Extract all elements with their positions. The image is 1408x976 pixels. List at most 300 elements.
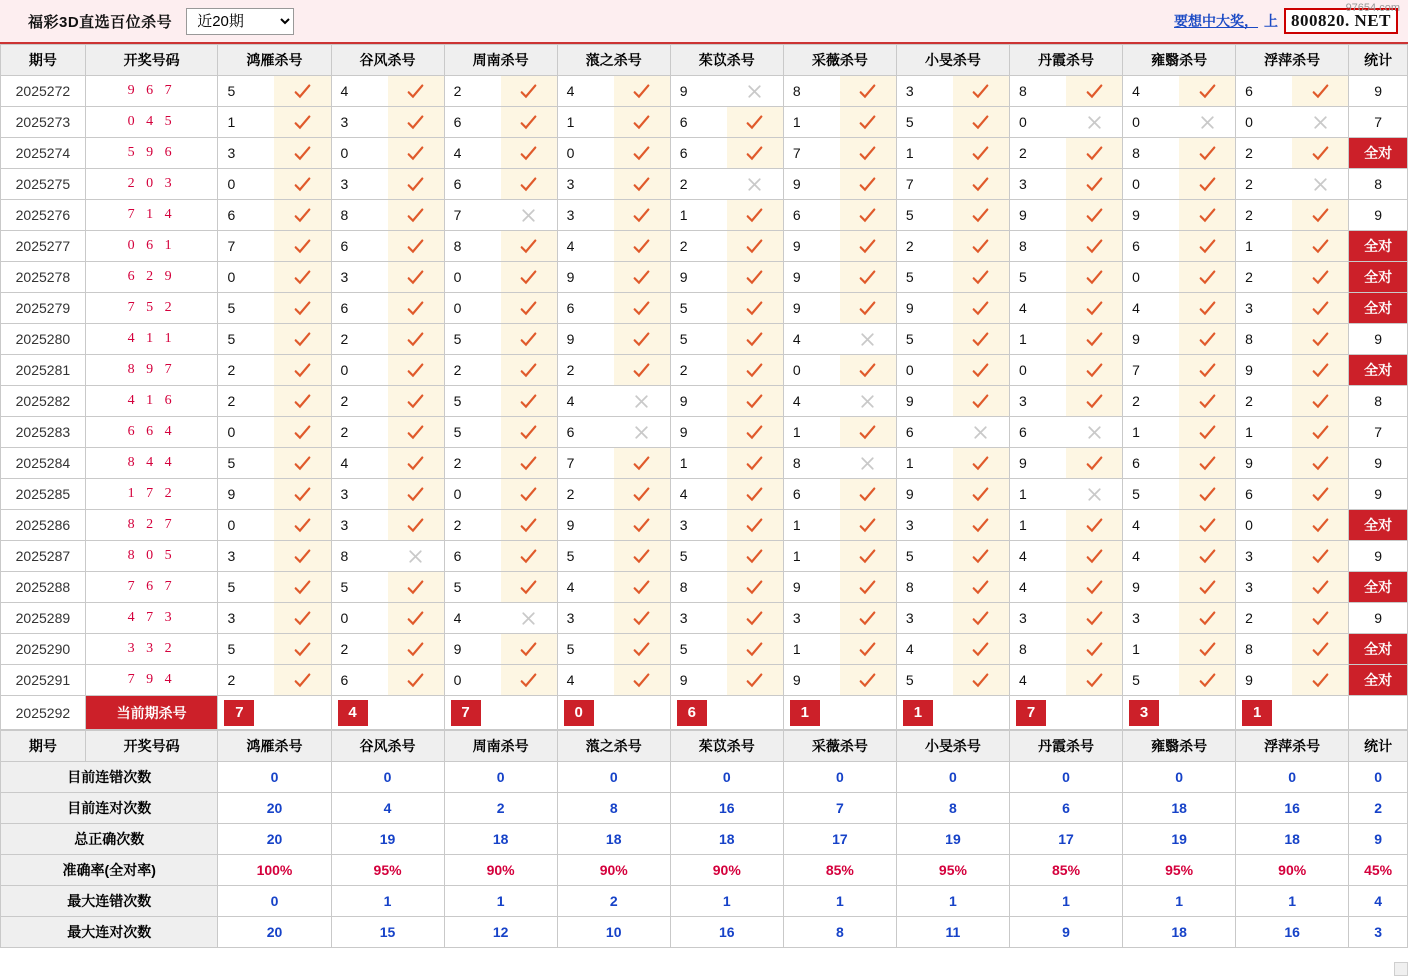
cell-kill-2 bbox=[444, 76, 557, 107]
kill-result bbox=[274, 169, 330, 199]
kill-number: 3 bbox=[1245, 579, 1253, 595]
kill-number: 4 bbox=[453, 145, 462, 161]
kill-result bbox=[1066, 479, 1122, 509]
kill-number: 3 bbox=[340, 517, 349, 533]
kill-number: 2 bbox=[453, 455, 462, 471]
table-row bbox=[1, 479, 1408, 510]
check-icon bbox=[1199, 362, 1216, 379]
check-icon bbox=[972, 145, 989, 162]
summary-value-0: 20 bbox=[218, 824, 331, 855]
kill-result bbox=[388, 262, 444, 292]
cell-kill-9 bbox=[1236, 541, 1349, 572]
kill-result bbox=[1292, 169, 1348, 199]
kill-result bbox=[840, 479, 896, 509]
kill-number: 9 bbox=[792, 300, 801, 316]
kill-number: 1 bbox=[1132, 424, 1140, 440]
kill-number: 2 bbox=[1245, 269, 1253, 285]
summary-value-0: 100% bbox=[218, 855, 331, 886]
summary-value-2: 18 bbox=[444, 824, 557, 855]
check-icon bbox=[746, 579, 763, 596]
kill-result bbox=[1292, 107, 1348, 137]
cell-kill-9 bbox=[1236, 262, 1349, 293]
kill-number: 4 bbox=[566, 579, 575, 595]
promo-domain-badge: 800820. NET bbox=[1284, 8, 1398, 34]
current-kill-badge: 7 bbox=[451, 700, 481, 726]
cell-period: 2025281 bbox=[1, 355, 86, 386]
check-icon bbox=[972, 672, 989, 689]
summary-value-4: 16 bbox=[670, 917, 783, 948]
check-icon bbox=[972, 455, 989, 472]
summary-row bbox=[1, 917, 1408, 948]
kill-result bbox=[1179, 572, 1235, 602]
cell-kill-4 bbox=[670, 293, 783, 324]
kill-number: 6 bbox=[453, 176, 462, 192]
kill-number: 8 bbox=[792, 455, 801, 471]
check-icon bbox=[859, 610, 876, 627]
kill-number: 2 bbox=[1245, 610, 1253, 626]
check-icon bbox=[859, 83, 876, 100]
check-icon bbox=[294, 610, 311, 627]
summary-value-stat: 45% bbox=[1349, 855, 1408, 886]
summary-row-label: 最大连对次数 bbox=[1, 917, 218, 948]
kill-number: 6 bbox=[340, 238, 349, 254]
col-expert-1: 谷风杀号 bbox=[331, 45, 444, 76]
kill-result bbox=[1066, 169, 1122, 199]
kill-number: 9 bbox=[679, 269, 688, 285]
kill-number: 4 bbox=[566, 238, 575, 254]
kill-number: 6 bbox=[679, 114, 688, 130]
check-icon bbox=[407, 145, 424, 162]
kill-result bbox=[840, 138, 896, 168]
check-icon bbox=[1312, 238, 1329, 255]
col-expert-7: 丹霞杀号 bbox=[1009, 45, 1122, 76]
kill-result bbox=[727, 479, 783, 509]
table-row bbox=[1, 541, 1408, 572]
kill-number: 3 bbox=[566, 207, 575, 223]
summary-value-4: 90% bbox=[670, 855, 783, 886]
cell-kill-8 bbox=[1123, 603, 1236, 634]
cell-kill-7 bbox=[1009, 510, 1122, 541]
summary-value-1: 95% bbox=[331, 855, 444, 886]
kill-result bbox=[1292, 262, 1348, 292]
scrollbar-corner[interactable] bbox=[1394, 962, 1408, 976]
cell-kill-6 bbox=[896, 355, 1009, 386]
check-icon bbox=[1199, 300, 1216, 317]
kill-result bbox=[274, 634, 330, 664]
check-icon bbox=[407, 269, 424, 286]
current-kill-badge: 4 bbox=[338, 700, 368, 726]
check-icon bbox=[633, 83, 650, 100]
kill-result bbox=[1066, 76, 1122, 106]
kill-result bbox=[388, 324, 444, 354]
cell-kill-1 bbox=[331, 293, 444, 324]
check-icon bbox=[294, 300, 311, 317]
check-icon bbox=[1086, 548, 1103, 565]
check-icon bbox=[520, 83, 537, 100]
kill-number: 9 bbox=[792, 672, 801, 688]
cell-kill-6 bbox=[896, 665, 1009, 696]
kill-result bbox=[1179, 138, 1235, 168]
kill-number: 6 bbox=[453, 114, 462, 130]
sum-col-expert-3: 蒗之杀号 bbox=[557, 731, 670, 762]
summary-value-1: 19 bbox=[331, 824, 444, 855]
check-icon bbox=[1199, 455, 1216, 472]
kill-result bbox=[501, 665, 557, 695]
kill-number: 5 bbox=[679, 331, 688, 347]
check-icon bbox=[1312, 362, 1329, 379]
kill-result bbox=[388, 665, 444, 695]
kill-result bbox=[1292, 541, 1348, 571]
check-icon bbox=[972, 393, 989, 410]
check-icon bbox=[294, 393, 311, 410]
cell-kill-9 bbox=[1236, 479, 1349, 510]
check-icon bbox=[407, 455, 424, 472]
kill-result bbox=[1179, 169, 1235, 199]
kill-result bbox=[840, 572, 896, 602]
summary-value-5: 85% bbox=[783, 855, 896, 886]
cell-kill-9 bbox=[1236, 76, 1349, 107]
kill-number: 5 bbox=[905, 672, 914, 688]
cross-icon bbox=[1200, 115, 1215, 130]
kill-result bbox=[501, 541, 557, 571]
cell-kill-9 bbox=[1236, 138, 1349, 169]
check-icon bbox=[1199, 641, 1216, 658]
kill-number: 0 bbox=[1132, 114, 1140, 130]
kill-result bbox=[840, 386, 896, 416]
kill-result bbox=[501, 634, 557, 664]
check-icon bbox=[972, 269, 989, 286]
kill-number: 2 bbox=[905, 238, 914, 254]
cell-kill-6 bbox=[896, 262, 1009, 293]
cell-period: 2025273 bbox=[1, 107, 86, 138]
cell-kill-8 bbox=[1123, 386, 1236, 417]
kill-result bbox=[953, 417, 1009, 447]
kill-result bbox=[840, 417, 896, 447]
cell-kill-3 bbox=[557, 200, 670, 231]
kill-result bbox=[274, 262, 330, 292]
kill-number: 3 bbox=[1245, 300, 1253, 316]
cell-kill-9 bbox=[1236, 355, 1349, 386]
check-icon bbox=[972, 114, 989, 131]
summary-value-8: 95% bbox=[1123, 855, 1236, 886]
check-icon bbox=[859, 114, 876, 131]
check-icon bbox=[520, 145, 537, 162]
cell-draw-number: 2 0 3 bbox=[85, 169, 218, 200]
kill-result bbox=[274, 200, 330, 230]
col-period: 期号 bbox=[1, 45, 86, 76]
summary-row bbox=[1, 793, 1408, 824]
check-icon bbox=[1199, 269, 1216, 286]
kill-result bbox=[614, 231, 670, 261]
summary-value-6: 19 bbox=[896, 824, 1009, 855]
cell-kill-5 bbox=[783, 665, 896, 696]
check-icon bbox=[1199, 331, 1216, 348]
kill-number: 8 bbox=[453, 238, 462, 254]
cell-kill-7 bbox=[1009, 541, 1122, 572]
check-icon bbox=[520, 362, 537, 379]
summary-value-8: 0 bbox=[1123, 762, 1236, 793]
sum-col-expert-6: 小旻杀号 bbox=[896, 731, 1009, 762]
sum-col-expert-5: 采薇杀号 bbox=[783, 731, 896, 762]
cell-current-kill-7 bbox=[1009, 696, 1122, 730]
check-icon bbox=[294, 486, 311, 503]
kill-number: 7 bbox=[1132, 362, 1140, 378]
table-row bbox=[1, 107, 1408, 138]
check-icon bbox=[746, 300, 763, 317]
summary-row-label: 目前连错次数 bbox=[1, 762, 218, 793]
kill-number: 6 bbox=[1245, 486, 1253, 502]
kill-number: 5 bbox=[227, 331, 236, 347]
cell-kill-9 bbox=[1236, 603, 1349, 634]
cell-kill-0 bbox=[218, 665, 331, 696]
cell-kill-8 bbox=[1123, 665, 1236, 696]
cell-kill-4 bbox=[670, 510, 783, 541]
cell-kill-7 bbox=[1009, 479, 1122, 510]
cell-kill-0 bbox=[218, 448, 331, 479]
cell-kill-9 bbox=[1236, 107, 1349, 138]
check-icon bbox=[294, 269, 311, 286]
cell-kill-7 bbox=[1009, 572, 1122, 603]
cell-kill-5 bbox=[783, 479, 896, 510]
check-icon bbox=[972, 207, 989, 224]
kill-number: 4 bbox=[340, 83, 349, 99]
kill-number: 0 bbox=[227, 176, 236, 192]
check-icon bbox=[1086, 145, 1103, 162]
check-icon bbox=[407, 83, 424, 100]
cell-kill-8 bbox=[1123, 76, 1236, 107]
cell-period: 2025279 bbox=[1, 293, 86, 324]
kill-number: 2 bbox=[1245, 145, 1253, 161]
summary-value-6: 0 bbox=[896, 762, 1009, 793]
kill-number: 4 bbox=[1132, 517, 1140, 533]
kill-number: 1 bbox=[227, 114, 236, 130]
kill-number: 5 bbox=[679, 548, 688, 564]
cell-kill-6 bbox=[896, 510, 1009, 541]
kill-number: 8 bbox=[340, 207, 349, 223]
cell-current-kill-1 bbox=[331, 696, 444, 730]
kill-result bbox=[1066, 138, 1122, 168]
cell-kill-6 bbox=[896, 541, 1009, 572]
col-expert-4: 茱苡杀号 bbox=[670, 45, 783, 76]
kill-number: 1 bbox=[1018, 331, 1027, 347]
check-icon bbox=[972, 83, 989, 100]
cell-current-kill-0 bbox=[218, 696, 331, 730]
kill-number: 0 bbox=[453, 486, 462, 502]
cell-kill-3 bbox=[557, 138, 670, 169]
check-icon bbox=[1086, 672, 1103, 689]
sum-col-expert-9: 浮萍杀号 bbox=[1236, 731, 1349, 762]
check-icon bbox=[407, 207, 424, 224]
kill-number: 5 bbox=[453, 579, 462, 595]
cell-draw-number: 0 4 5 bbox=[85, 107, 218, 138]
cell-draw-number: 7 5 2 bbox=[85, 293, 218, 324]
cell-kill-7 bbox=[1009, 355, 1122, 386]
kill-result bbox=[501, 200, 557, 230]
summary-value-stat: 0 bbox=[1349, 762, 1408, 793]
kill-result bbox=[501, 138, 557, 168]
cell-kill-8 bbox=[1123, 169, 1236, 200]
table-row bbox=[1, 324, 1408, 355]
kill-result bbox=[840, 262, 896, 292]
kill-result bbox=[953, 665, 1009, 695]
kill-result bbox=[274, 386, 330, 416]
kill-number: 2 bbox=[340, 331, 349, 347]
kill-result bbox=[501, 448, 557, 478]
check-icon bbox=[633, 114, 650, 131]
cell-draw-number: 6 2 9 bbox=[85, 262, 218, 293]
kill-number: 2 bbox=[227, 362, 236, 378]
check-icon bbox=[1312, 672, 1329, 689]
kill-result bbox=[727, 293, 783, 323]
cross-icon bbox=[634, 425, 649, 440]
cell-kill-6 bbox=[896, 417, 1009, 448]
cell-kill-5 bbox=[783, 169, 896, 200]
kill-number: 0 bbox=[340, 362, 349, 378]
kill-result bbox=[953, 634, 1009, 664]
cell-kill-5 bbox=[783, 262, 896, 293]
kill-number: 2 bbox=[340, 641, 349, 657]
cell-draw-number: 1 7 2 bbox=[85, 479, 218, 510]
check-icon bbox=[633, 610, 650, 627]
kill-result bbox=[614, 665, 670, 695]
kill-result bbox=[840, 324, 896, 354]
cell-kill-6 bbox=[896, 634, 1009, 665]
cell-period: 2025289 bbox=[1, 603, 86, 634]
kill-result bbox=[614, 107, 670, 137]
cross-icon bbox=[521, 208, 536, 223]
kill-number: 9 bbox=[905, 486, 914, 502]
kill-result bbox=[388, 138, 444, 168]
kill-number: 1 bbox=[905, 455, 914, 471]
kill-result bbox=[388, 169, 444, 199]
cell-kill-2 bbox=[444, 107, 557, 138]
kill-number: 6 bbox=[340, 672, 349, 688]
cell-stat: 全对 bbox=[1349, 510, 1408, 541]
cell-kill-0 bbox=[218, 293, 331, 324]
check-icon bbox=[746, 362, 763, 379]
kill-number: 3 bbox=[227, 548, 236, 564]
kill-number: 2 bbox=[679, 176, 688, 192]
cell-kill-3 bbox=[557, 231, 670, 262]
cell-kill-5 bbox=[783, 448, 896, 479]
kill-result bbox=[388, 417, 444, 447]
check-icon bbox=[1086, 207, 1103, 224]
cell-stat: 9 bbox=[1349, 200, 1408, 231]
cell-kill-0 bbox=[218, 355, 331, 386]
kill-number: 9 bbox=[792, 176, 801, 192]
check-icon bbox=[294, 641, 311, 658]
kill-number: 0 bbox=[1018, 114, 1027, 130]
sum-col-expert-1: 谷风杀号 bbox=[331, 731, 444, 762]
kill-result bbox=[1179, 293, 1235, 323]
cell-kill-9 bbox=[1236, 634, 1349, 665]
kill-number: 4 bbox=[792, 331, 801, 347]
summary-table bbox=[0, 730, 1408, 948]
current-kill-badge: 1 bbox=[790, 700, 820, 726]
kill-result bbox=[614, 76, 670, 106]
kill-result bbox=[1179, 231, 1235, 261]
kill-number: 2 bbox=[453, 83, 462, 99]
check-icon bbox=[1086, 455, 1103, 472]
check-icon bbox=[520, 238, 537, 255]
kill-number: 0 bbox=[1132, 269, 1140, 285]
current-kill-badge: 3 bbox=[1129, 700, 1159, 726]
check-icon bbox=[746, 331, 763, 348]
check-icon bbox=[633, 176, 650, 193]
check-icon bbox=[1312, 548, 1329, 565]
cell-kill-2 bbox=[444, 572, 557, 603]
kill-number: 2 bbox=[1018, 145, 1027, 161]
check-icon bbox=[407, 238, 424, 255]
table-row bbox=[1, 665, 1408, 696]
kill-number: 3 bbox=[1018, 393, 1027, 409]
summary-value-5: 8 bbox=[783, 917, 896, 948]
check-icon bbox=[520, 455, 537, 472]
kill-number: 6 bbox=[1132, 238, 1140, 254]
kill-number: 3 bbox=[792, 610, 801, 626]
check-icon bbox=[407, 641, 424, 658]
cell-kill-2 bbox=[444, 231, 557, 262]
kill-number: 2 bbox=[227, 393, 236, 409]
check-icon bbox=[520, 269, 537, 286]
cell-stat: 全对 bbox=[1349, 293, 1408, 324]
kill-result bbox=[274, 293, 330, 323]
kill-number: 0 bbox=[453, 300, 462, 316]
summary-value-7: 9 bbox=[1009, 917, 1122, 948]
kill-number: 4 bbox=[566, 393, 575, 409]
promo-link[interactable]: 要想中大奖， bbox=[1174, 13, 1259, 29]
kill-number: 2 bbox=[227, 672, 236, 688]
check-icon bbox=[633, 145, 650, 162]
cell-stat: 7 bbox=[1349, 417, 1408, 448]
cell-kill-2 bbox=[444, 479, 557, 510]
summary-value-9: 16 bbox=[1236, 793, 1349, 824]
cell-period: 2025278 bbox=[1, 262, 86, 293]
kill-result bbox=[614, 324, 670, 354]
kill-result bbox=[1292, 386, 1348, 416]
cell-kill-5 bbox=[783, 138, 896, 169]
check-icon bbox=[294, 114, 311, 131]
cell-kill-3 bbox=[557, 324, 670, 355]
check-icon bbox=[746, 238, 763, 255]
cell-period: 2025287 bbox=[1, 541, 86, 572]
check-icon bbox=[520, 641, 537, 658]
kill-number: 9 bbox=[1018, 207, 1027, 223]
kill-number: 8 bbox=[1018, 641, 1027, 657]
kill-number: 7 bbox=[792, 145, 801, 161]
check-icon bbox=[1199, 393, 1216, 410]
summary-value-3: 0 bbox=[557, 762, 670, 793]
check-icon bbox=[633, 331, 650, 348]
kill-number: 0 bbox=[340, 610, 349, 626]
kill-number: 2 bbox=[1132, 393, 1140, 409]
kill-result bbox=[727, 572, 783, 602]
table-row bbox=[1, 572, 1408, 603]
summary-value-1: 4 bbox=[331, 793, 444, 824]
cell-kill-8 bbox=[1123, 572, 1236, 603]
period-range-select[interactable] bbox=[186, 8, 294, 35]
table-row bbox=[1, 169, 1408, 200]
check-icon bbox=[633, 517, 650, 534]
cell-current-kill-3 bbox=[557, 696, 670, 730]
kill-result bbox=[1179, 386, 1235, 416]
cell-draw-number: 8 2 7 bbox=[85, 510, 218, 541]
cell-kill-8 bbox=[1123, 479, 1236, 510]
kill-result bbox=[1066, 107, 1122, 137]
col-expert-9: 浮萍杀号 bbox=[1236, 45, 1349, 76]
cell-kill-3 bbox=[557, 169, 670, 200]
cell-stat: 7 bbox=[1349, 107, 1408, 138]
